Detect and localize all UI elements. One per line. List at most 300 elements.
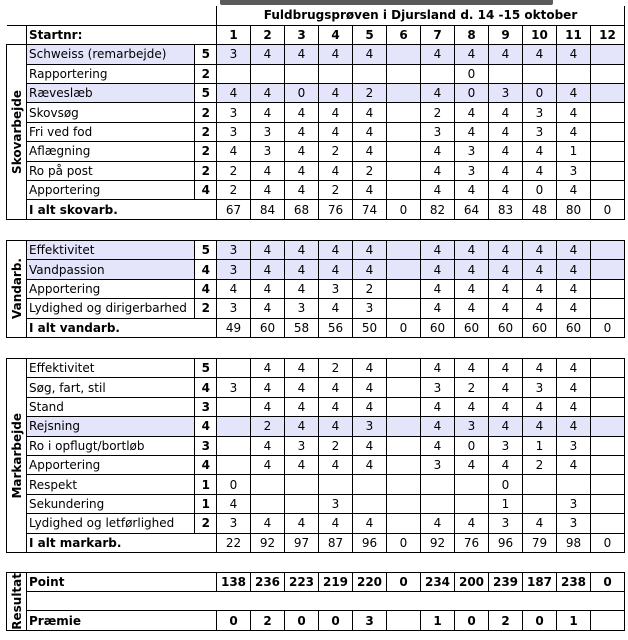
score-cell: 4: [319, 161, 353, 180]
praemie-cell: 3: [353, 611, 387, 630]
score-cell: 4: [421, 299, 455, 318]
section-side-label: [7, 359, 27, 553]
criterion-label: Ræveslæb: [27, 84, 195, 103]
score-row: [7, 397, 625, 416]
score-cell: 4: [319, 84, 353, 103]
score-cell: [421, 64, 455, 83]
startnr-cell: 6: [387, 25, 421, 44]
score-cell: 4: [557, 181, 591, 200]
score-row: [7, 103, 625, 122]
score-cell: 3: [217, 299, 251, 318]
score-cell: 4: [557, 279, 591, 298]
startnr-cell: 12: [591, 25, 625, 44]
score-cell: 3: [421, 122, 455, 141]
score-cell: [455, 475, 489, 494]
score-cell: 2: [319, 359, 353, 378]
total-row: [7, 200, 625, 219]
total-cell: 0: [387, 200, 421, 219]
score-cell: 4: [557, 299, 591, 318]
criterion-label: Lydighed og dirigerbarhed: [27, 299, 195, 318]
score-cell: 4: [523, 299, 557, 318]
score-cell: [217, 359, 251, 378]
score-row: [7, 299, 625, 318]
section-side-text: Vandarb.: [9, 258, 24, 320]
score-cell: 4: [217, 142, 251, 161]
header-row: [7, 25, 625, 44]
startnr-cell: 4: [319, 25, 353, 44]
score-cell: 4: [285, 514, 319, 533]
score-cell: [387, 181, 421, 200]
score-row: [7, 494, 625, 513]
score-cell: 4: [353, 142, 387, 161]
point-cell: 238: [557, 573, 591, 592]
total-cell: 0: [591, 318, 625, 337]
criterion-label: Effektivitet: [27, 359, 195, 378]
startnr-cell: 3: [285, 25, 319, 44]
score-cell: 2: [319, 142, 353, 161]
score-cell: 1: [489, 494, 523, 513]
score-cell: [523, 494, 557, 513]
weight-cell: 2: [195, 64, 217, 83]
score-row: [7, 241, 625, 260]
score-cell: 4: [523, 279, 557, 298]
total-row: [7, 318, 625, 337]
score-cell: [319, 64, 353, 83]
score-cell: 4: [319, 417, 353, 436]
score-cell: [523, 475, 557, 494]
total-label: I alt skovarb.: [27, 200, 217, 219]
score-cell: 4: [489, 181, 523, 200]
score-cell: 4: [455, 241, 489, 260]
total-cell: 60: [251, 318, 285, 337]
criterion-label: Fri ved fod: [27, 122, 195, 141]
point-cell: 0: [591, 573, 625, 592]
total-cell: 60: [455, 318, 489, 337]
score-cell: 3: [217, 514, 251, 533]
score-cell: 4: [285, 260, 319, 279]
point-cell: 219: [319, 573, 353, 592]
point-cell: 223: [285, 573, 319, 592]
point-row: [7, 573, 625, 592]
score-cell: 4: [557, 45, 591, 64]
score-cell: 4: [421, 279, 455, 298]
score-cell: 4: [489, 279, 523, 298]
score-cell: 3: [217, 260, 251, 279]
total-cell: 92: [251, 533, 285, 552]
score-cell: 4: [251, 181, 285, 200]
score-cell: [387, 279, 421, 298]
title-row: [7, 6, 625, 25]
score-row: [7, 514, 625, 533]
criterion-label: Rapportering: [27, 64, 195, 83]
score-cell: [217, 397, 251, 416]
criterion-label: Ro i opflugt/bortløb: [27, 436, 195, 455]
score-cell: 4: [285, 103, 319, 122]
score-cell: 4: [455, 45, 489, 64]
result-table: [6, 572, 625, 631]
score-cell: 4: [285, 142, 319, 161]
total-cell: 22: [217, 533, 251, 552]
point-label: Point: [27, 573, 217, 592]
score-cell: 3: [319, 494, 353, 513]
total-cell: 96: [489, 533, 523, 552]
score-cell: 3: [523, 378, 557, 397]
score-cell: 4: [353, 181, 387, 200]
weight-cell: 5: [195, 359, 217, 378]
total-cell: 48: [523, 200, 557, 219]
total-cell: 98: [557, 533, 591, 552]
score-cell: [217, 64, 251, 83]
score-cell: [591, 241, 625, 260]
total-cell: 58: [285, 318, 319, 337]
score-cell: 4: [455, 122, 489, 141]
score-cell: [251, 494, 285, 513]
score-cell: 4: [489, 299, 523, 318]
total-cell: 87: [319, 533, 353, 552]
score-cell: [319, 475, 353, 494]
score-cell: 4: [353, 436, 387, 455]
score-cell: 4: [319, 514, 353, 533]
score-cell: [591, 45, 625, 64]
score-cell: [591, 122, 625, 141]
score-cell: 3: [489, 514, 523, 533]
criterion-label: Aflægning: [27, 142, 195, 161]
score-cell: 4: [421, 514, 455, 533]
score-cell: 3: [489, 436, 523, 455]
total-cell: 67: [217, 200, 251, 219]
score-cell: 3: [251, 122, 285, 141]
score-cell: [421, 494, 455, 513]
startnr-cell: 10: [523, 25, 557, 44]
score-cell: 4: [353, 359, 387, 378]
total-cell: 92: [421, 533, 455, 552]
score-cell: 4: [251, 514, 285, 533]
criterion-label: Sekundering: [27, 494, 195, 513]
score-cell: 2: [523, 455, 557, 474]
score-cell: 4: [353, 103, 387, 122]
window-top-bar: [220, 0, 553, 5]
score-cell: 2: [217, 181, 251, 200]
score-cell: 4: [285, 45, 319, 64]
blank-cell: [7, 6, 217, 25]
startnr-cell: 11: [557, 25, 591, 44]
total-cell: 0: [591, 533, 625, 552]
total-cell: 0: [387, 533, 421, 552]
score-cell: 4: [421, 181, 455, 200]
score-cell: [557, 64, 591, 83]
score-cell: 4: [217, 279, 251, 298]
startnr-cell: 5: [353, 25, 387, 44]
score-cell: 4: [251, 84, 285, 103]
criterion-label: Ro på post: [27, 161, 195, 180]
score-cell: [387, 122, 421, 141]
score-cell: 4: [285, 378, 319, 397]
score-cell: 0: [455, 84, 489, 103]
score-cell: 1: [523, 436, 557, 455]
score-cell: 4: [489, 397, 523, 416]
score-row: [7, 260, 625, 279]
point-cell: 236: [251, 573, 285, 592]
score-cell: 0: [285, 84, 319, 103]
score-cell: [251, 64, 285, 83]
score-cell: 4: [319, 397, 353, 416]
score-cell: 4: [285, 397, 319, 416]
score-cell: 2: [251, 417, 285, 436]
score-cell: 2: [353, 279, 387, 298]
score-cell: 4: [319, 122, 353, 141]
score-cell: 3: [523, 122, 557, 141]
score-cell: 4: [557, 378, 591, 397]
score-cell: [353, 494, 387, 513]
total-cell: 60: [523, 318, 557, 337]
criterion-label: Apportering: [27, 181, 195, 200]
score-cell: 4: [489, 103, 523, 122]
score-cell: 3: [217, 122, 251, 141]
score-cell: 3: [523, 103, 557, 122]
score-cell: 4: [557, 359, 591, 378]
criterion-label: Stand: [27, 397, 195, 416]
score-cell: 3: [455, 417, 489, 436]
total-cell: 76: [455, 533, 489, 552]
score-cell: [387, 161, 421, 180]
score-cell: 0: [455, 436, 489, 455]
weight-cell: 2: [195, 142, 217, 161]
score-cell: [387, 84, 421, 103]
result-side-text: Resultat: [9, 573, 24, 630]
score-cell: [591, 84, 625, 103]
praemie-cell: 0: [455, 611, 489, 630]
score-cell: [285, 494, 319, 513]
score-cell: 3: [353, 299, 387, 318]
weight-cell: 2: [195, 103, 217, 122]
score-cell: 4: [353, 397, 387, 416]
score-cell: 4: [523, 359, 557, 378]
score-cell: 2: [353, 161, 387, 180]
score-cell: 4: [421, 161, 455, 180]
score-cell: 4: [251, 436, 285, 455]
score-cell: 4: [251, 241, 285, 260]
score-cell: [387, 241, 421, 260]
score-cell: [387, 455, 421, 474]
score-cell: 4: [319, 455, 353, 474]
praemie-cell: [387, 611, 421, 630]
score-cell: 1: [557, 142, 591, 161]
score-cell: 4: [455, 103, 489, 122]
total-cell: 74: [353, 200, 387, 219]
score-cell: 4: [285, 359, 319, 378]
total-cell: 0: [387, 318, 421, 337]
total-cell: 60: [557, 318, 591, 337]
score-cell: 2: [319, 181, 353, 200]
score-row: [7, 378, 625, 397]
score-cell: [591, 514, 625, 533]
weight-cell: 3: [195, 436, 217, 455]
score-row: [7, 359, 625, 378]
score-cell: 4: [557, 103, 591, 122]
total-cell: 56: [319, 318, 353, 337]
score-cell: 4: [489, 417, 523, 436]
score-cell: [387, 475, 421, 494]
score-cell: [353, 475, 387, 494]
page-title: Fuldbrugsprøven i Djursland d. 14 -15 oktober: [217, 6, 625, 25]
score-cell: 4: [251, 279, 285, 298]
total-cell: 60: [421, 318, 455, 337]
score-cell: [591, 181, 625, 200]
score-cell: 4: [557, 260, 591, 279]
total-cell: 97: [285, 533, 319, 552]
score-cell: 4: [353, 378, 387, 397]
score-cell: 4: [523, 514, 557, 533]
score-cell: [387, 494, 421, 513]
criterion-label: Vandpassion: [27, 260, 195, 279]
praemie-row: [7, 611, 625, 630]
total-cell: 76: [319, 200, 353, 219]
weight-cell: 2: [195, 299, 217, 318]
score-cell: [387, 359, 421, 378]
criterion-label: Søg, fart, stil: [27, 378, 195, 397]
score-cell: 4: [251, 359, 285, 378]
score-row: [7, 64, 625, 83]
score-cell: 4: [319, 378, 353, 397]
score-cell: [217, 436, 251, 455]
total-label: I alt markarb.: [27, 533, 217, 552]
score-cell: 4: [455, 359, 489, 378]
score-cell: 4: [251, 299, 285, 318]
praemie-cell: 1: [557, 611, 591, 630]
score-cell: 4: [557, 84, 591, 103]
score-cell: [591, 359, 625, 378]
weight-cell: 2: [195, 122, 217, 141]
score-cell: 4: [523, 260, 557, 279]
score-cell: 4: [455, 514, 489, 533]
score-cell: 4: [353, 45, 387, 64]
score-cell: 4: [285, 417, 319, 436]
criterion-label: Effektivitet: [27, 241, 195, 260]
score-cell: [591, 260, 625, 279]
score-cell: 4: [489, 122, 523, 141]
score-cell: 4: [319, 103, 353, 122]
score-cell: 3: [285, 299, 319, 318]
score-cell: 4: [455, 455, 489, 474]
praemie-cell: 2: [251, 611, 285, 630]
score-cell: 4: [523, 161, 557, 180]
score-cell: 3: [353, 417, 387, 436]
weight-cell: 4: [195, 279, 217, 298]
score-cell: [591, 103, 625, 122]
score-cell: 4: [455, 299, 489, 318]
score-row: [7, 181, 625, 200]
total-label: I alt vandarb.: [27, 318, 217, 337]
score-cell: 4: [251, 161, 285, 180]
score-cell: 0: [489, 475, 523, 494]
score-cell: 3: [217, 241, 251, 260]
score-cell: 4: [251, 378, 285, 397]
score-cell: [591, 378, 625, 397]
total-cell: 0: [591, 200, 625, 219]
point-cell: 234: [421, 573, 455, 592]
score-cell: [251, 475, 285, 494]
score-cell: 4: [455, 260, 489, 279]
praemie-label: Præmie: [27, 611, 217, 630]
score-cell: 4: [489, 142, 523, 161]
praemie-cell: 0: [319, 611, 353, 630]
score-cell: 3: [217, 103, 251, 122]
startnr-label: Startnr:: [27, 25, 217, 44]
praemie-cell: 0: [523, 611, 557, 630]
score-cell: 4: [353, 455, 387, 474]
weight-cell: 4: [195, 455, 217, 474]
point-cell: 200: [455, 573, 489, 592]
score-cell: 4: [523, 142, 557, 161]
score-cell: 3: [421, 455, 455, 474]
weight-cell: 5: [195, 241, 217, 260]
section-side-label: [7, 241, 27, 338]
score-cell: 0: [455, 64, 489, 83]
score-cell: 4: [421, 260, 455, 279]
total-cell: 82: [421, 200, 455, 219]
score-cell: 3: [557, 161, 591, 180]
total-row: [7, 533, 625, 552]
score-row: [7, 161, 625, 180]
score-cell: 4: [489, 378, 523, 397]
score-cell: [591, 417, 625, 436]
score-cell: 4: [557, 241, 591, 260]
praemie-cell: [591, 611, 625, 630]
score-row: [7, 45, 625, 64]
praemie-cell: 0: [285, 611, 319, 630]
startnr-cell: 7: [421, 25, 455, 44]
skov-table: [6, 6, 625, 220]
score-cell: 3: [489, 84, 523, 103]
startnr-cell: 2: [251, 25, 285, 44]
startnr-cell: 1: [217, 25, 251, 44]
score-cell: 3: [319, 279, 353, 298]
score-cell: [591, 64, 625, 83]
point-cell: 220: [353, 573, 387, 592]
score-cell: [591, 436, 625, 455]
criterion-label: Apportering: [27, 279, 195, 298]
score-row: [7, 417, 625, 436]
score-cell: 4: [489, 260, 523, 279]
score-cell: 4: [421, 436, 455, 455]
weight-cell: 4: [195, 417, 217, 436]
score-cell: 4: [421, 359, 455, 378]
score-cell: 2: [217, 161, 251, 180]
spacer-row: [7, 592, 625, 611]
weight-cell: 4: [195, 378, 217, 397]
score-cell: 4: [421, 45, 455, 64]
score-cell: 0: [217, 475, 251, 494]
total-cell: 79: [523, 533, 557, 552]
score-cell: 4: [489, 455, 523, 474]
total-cell: 60: [489, 318, 523, 337]
score-cell: 2: [455, 378, 489, 397]
weight-cell: 1: [195, 475, 217, 494]
score-cell: 4: [285, 455, 319, 474]
score-cell: 3: [455, 161, 489, 180]
total-cell: 84: [251, 200, 285, 219]
score-cell: [387, 260, 421, 279]
startnr-cell: 8: [455, 25, 489, 44]
score-cell: 4: [489, 241, 523, 260]
score-cell: [387, 514, 421, 533]
score-row: [7, 455, 625, 474]
score-cell: 4: [455, 181, 489, 200]
section-side-text: Skovarbejde: [9, 90, 24, 175]
score-cell: [387, 299, 421, 318]
score-cell: [285, 64, 319, 83]
section-side-text: Markarbejde: [9, 412, 24, 499]
